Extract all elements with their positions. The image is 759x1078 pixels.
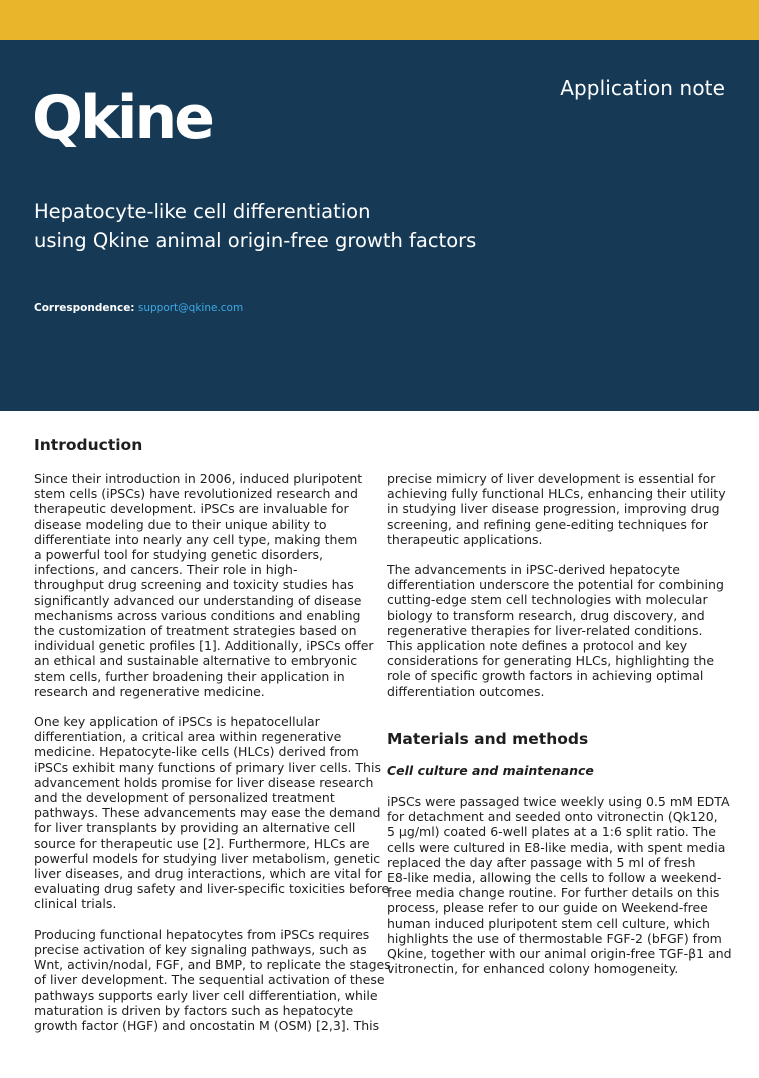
text-line: advancement holds promise for liver disease research (34, 774, 374, 790)
right-column (387, 471, 732, 714)
text-line: screening, and refining gene-editing techniques for (387, 516, 709, 532)
text-line: biology to transform research, drug discovery, and (387, 607, 705, 623)
text-line: maturation is driven by factors such as hepatocyte (34, 1002, 354, 1018)
text-line: replaced the day after passage with 5 ml of fresh (387, 854, 696, 870)
text-line: the customization of treatment strategies based on (34, 623, 357, 639)
text-line: Wnt, activin/nodal, FGF, and BMP, to replicate the stages (34, 957, 391, 973)
text-line: pathways supports early liver cell differentiation, while (34, 987, 378, 1003)
text-line: mechanisms across various conditions and enabling (34, 607, 361, 623)
document-type-label: Application note (560, 76, 725, 100)
text-line: regenerative therapies for liver-related conditions. (387, 622, 703, 638)
text-line: role of specific growth factors in achieving optimal (387, 668, 704, 684)
text-line: This application note defines a protocol and key (387, 638, 688, 654)
text-line: vitronectin, for enhanced colony homogeneity. (387, 961, 679, 977)
text-line: Producing functional hepatocytes from iPSCs requires (34, 926, 370, 942)
methods-column (387, 794, 732, 991)
text-line: therapeutic development. iPSCs are invaluable for (34, 501, 349, 517)
text-line: a powerful tool for studying genetic disorders, (34, 547, 324, 563)
qkine-logo: Qkine (32, 83, 212, 153)
text-line: achieving fully functional HLCs, enhancing their utility (387, 486, 726, 502)
text-line: precise activation of key signaling pathways, such as (34, 941, 367, 957)
text-line: therapeutic applications. (387, 531, 543, 547)
text-line: differentiation, a critical area within regenerative (34, 729, 342, 745)
text-line: pathways. These advancements may ease the demand (34, 805, 381, 821)
text-line: iPSCs were passaged twice weekly using 0.5 mM EDTA (387, 794, 730, 809)
correspondence-email-link[interactable]: support@qkine.com (137, 302, 244, 314)
text-line: One key application of iPSCs is hepatocellular (34, 714, 320, 730)
text-line: stem cells (iPSCs) have revolutionized research and (34, 486, 358, 502)
text-line: for liver transplants by providing an alternative cell (34, 820, 356, 836)
intro-paragraph-5 (387, 562, 732, 699)
text-line: 5 µg/ml) coated 6-well plates at a 1:6 split ratio. The (387, 824, 716, 840)
text-line: an ethical and sustainable alternative to embryonic (34, 653, 358, 669)
intro-paragraph-2 (34, 714, 390, 912)
text-line: differentiation underscore the potential for combining (387, 577, 724, 593)
text-line: E8-like media, allowing the cells to follow a weekend- (387, 870, 722, 886)
document-title (34, 197, 476, 255)
text-line: disease modeling due to their unique ability to (34, 516, 327, 532)
text-line: research and regenerative medicine. (34, 683, 265, 699)
text-line: iPSCs exhibit many functions of primary liver cells. This (34, 759, 381, 775)
text-line: stem cells, further broadening their application in (34, 668, 345, 684)
text-line: medicine. Hepatocyte-like cells (HLCs) derived from (34, 744, 359, 760)
title-line-2: using Qkine animal origin-free growth factors (34, 229, 477, 252)
intro-paragraph-3 (34, 926, 391, 1033)
text-line: considerations for generating HLCs, highlighting the (387, 653, 715, 669)
text-line: highlights the use of thermostable FGF-2 (bFGF) from (387, 930, 722, 946)
intro-paragraph-4 (387, 471, 732, 547)
text-line: Qkine, together with our animal origin-free TGF-β1 and (387, 946, 732, 962)
correspondence (34, 302, 243, 314)
cell-culture-subheading: Cell culture and maintenance (387, 763, 594, 778)
text-line: source for therapeutic use [2]. Furthermore, HLCs are (34, 835, 370, 851)
text-line: throughput drug screening and toxicity studies has (34, 577, 354, 593)
introduction-heading: Introduction (34, 436, 143, 454)
text-line: clinical trials. (34, 896, 117, 912)
text-line: cells were cultured in E8-like media, with spent media (387, 839, 726, 855)
text-line: evaluating drug safety and liver-specific toxicities before (34, 881, 390, 897)
text-line: infections, and cancers. Their role in high- (34, 562, 298, 578)
text-line: significantly advanced our understanding of disease (34, 592, 362, 608)
text-line: human induced pluripotent stem cell culture, which (387, 915, 710, 931)
text-line: of liver development. The sequential activation of these (34, 972, 385, 988)
top-accent-bar (0, 0, 759, 40)
text-line: differentiate into nearly any cell type, making them (34, 531, 358, 547)
text-line: for detachment and seeded onto vitronectin (Qk120, (387, 809, 718, 825)
text-line: process, please refer to our guide on Weekend-free (387, 900, 708, 916)
text-line: individual genetic profiles [1]. Additionally, iPSCs offer (34, 638, 374, 654)
text-line: differentiation outcomes. (387, 683, 545, 699)
intro-paragraph-1 (34, 471, 379, 699)
text-line: and the development of personalized treatment (34, 790, 335, 806)
text-line: free media change routine. For further details on this (387, 885, 720, 901)
left-column (34, 471, 391, 1048)
correspondence-label: Correspondence: (34, 302, 135, 314)
text-line: in studying liver disease progression, improving drug (387, 501, 720, 517)
text-line: growth factor (HGF) and oncostatin M (OSM) [2,3]. This (34, 1017, 380, 1033)
header-banner (0, 40, 759, 411)
text-line: cutting-edge stem cell technologies with molecular (387, 592, 708, 608)
text-line: precise mimicry of liver development is essential for (387, 471, 716, 486)
title-line-1: Hepatocyte-like cell differentiation (34, 200, 371, 223)
text-line: Since their introduction in 2006, induced pluripotent (34, 471, 363, 486)
text-line: liver diseases, and drug interactions, which are vital for (34, 866, 383, 882)
methods-paragraph-1 (387, 794, 732, 976)
text-line: The advancements in iPSC-derived hepatocyte (387, 562, 680, 578)
text-line: powerful models for studying liver metabolism, genetic (34, 850, 381, 866)
materials-methods-heading: Materials and methods (387, 730, 589, 748)
